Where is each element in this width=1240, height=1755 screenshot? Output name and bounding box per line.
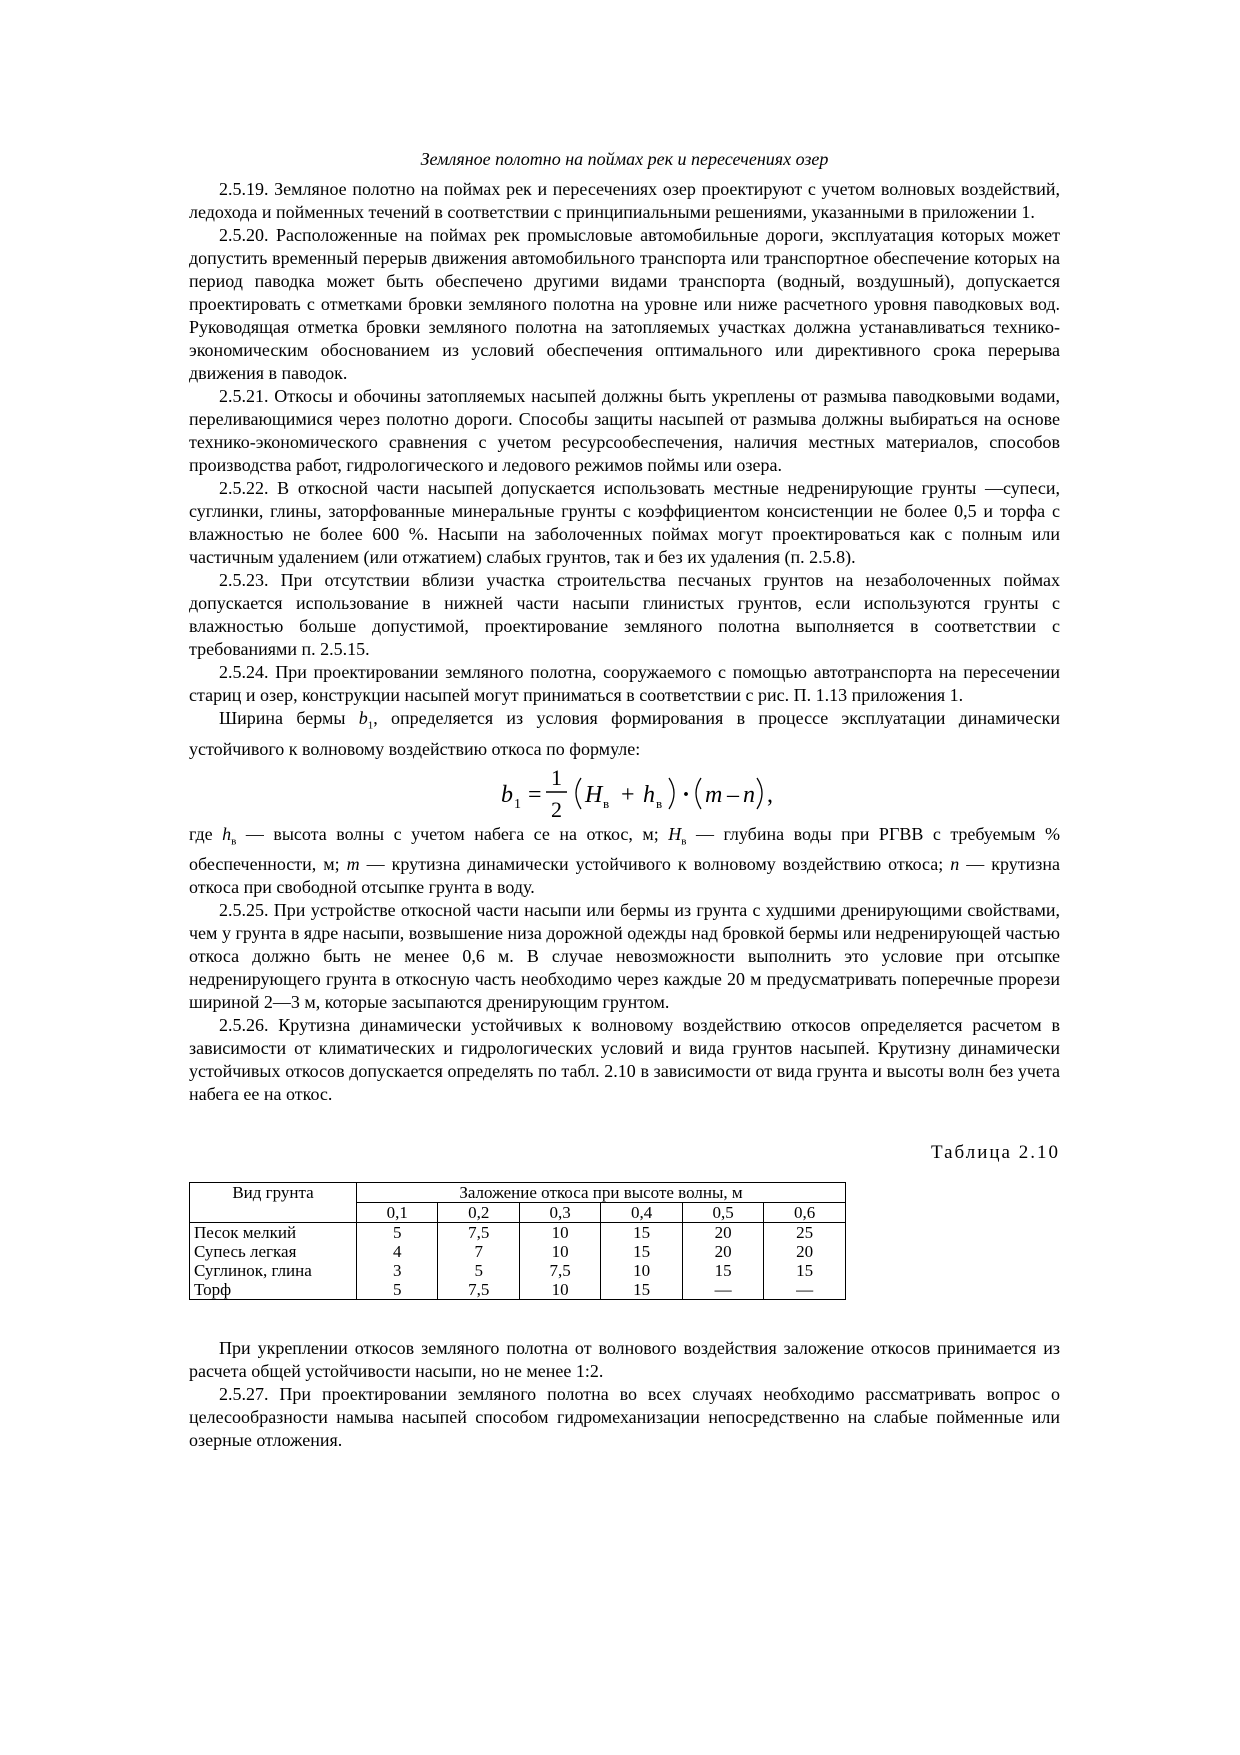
formula-paren-close-1 xyxy=(669,778,674,809)
paragraph-2-5-24: 2.5.24. При проектировании земляного полотна, сооружаемого с помощью автотранспорта на пересечении стариц и озер, конструкции насыпей могут приниматься в соответствии с рис. П. 1.13 приложения 1. xyxy=(189,662,1060,705)
where-var-h: h xyxy=(222,823,232,844)
value-cell: 7,5 xyxy=(438,1223,519,1243)
where-text-4: — крутизна динамически устойчивого к волновому воздействию откоса; xyxy=(359,854,951,875)
value-cell: 7,5 xyxy=(438,1280,519,1300)
value-cell: 5 xyxy=(357,1223,438,1243)
value-cell: 15 xyxy=(601,1223,682,1243)
paragraph-2-5-22: 2.5.22. В откосной части насыпей допускается использовать местные недренирующие грунты —супеси, суглинки, глины, заторфованные минеральные грунты с коэффициентом консистенции не более 0,5 и торфа с влажностью не более 600 %. Насыпи на заболоченных поймах могут проектироваться как с полным или частичным удалением (или отжатием) слабых грунтов, так и без их удаления (п. 2.5.8). xyxy=(189,478,1060,567)
value-cell: 20 xyxy=(682,1242,763,1261)
value-cell: 20 xyxy=(682,1223,763,1243)
where-var-n: n xyxy=(950,854,960,875)
section-heading: Земляное полотно на поймах рек и пересечениях озер xyxy=(420,149,829,169)
value-cell: 10 xyxy=(519,1242,600,1261)
berm-text-a: Ширина бермы xyxy=(219,708,359,728)
value-cell: 5 xyxy=(357,1280,438,1300)
header-wave-height: 0,2 xyxy=(438,1203,519,1223)
table-row xyxy=(190,1280,846,1300)
formula-equals: = xyxy=(528,781,542,808)
formula-paren-open-1 xyxy=(576,778,581,809)
formula-dot: · xyxy=(682,781,691,808)
table-row xyxy=(190,1261,846,1280)
header-wave-height: 0,6 xyxy=(764,1203,846,1223)
value-cell: — xyxy=(682,1280,763,1300)
formula-H-subscript: в xyxy=(603,795,610,811)
paragraph-after-table: При укреплении откосов земляного полотна от волнового воздействия заложение откосов принимается из расчета общей устойчивости насыпи, но не менее 1:2. xyxy=(189,1338,1060,1382)
slope-table xyxy=(189,1182,846,1300)
header-soil-type: Вид грунта xyxy=(190,1183,357,1223)
where-var-H: H xyxy=(668,823,682,844)
where-var-h-subscript: в xyxy=(231,835,237,848)
soil-name-cell: Суглинок, глина xyxy=(190,1261,357,1280)
formula-comma: , xyxy=(767,781,773,808)
berm-formula xyxy=(189,761,1060,823)
paragraph-2-5-25: 2.5.25. При устройстве откосной части насыпи или бермы из грунта с худшими дренирующими свойствами, чем у грунта в ядре насыпи, возвышение низа дорожной одежды над бровкой бермы или недренирующей частью откоса должно быть не менее 0,6 м. В случае невозможности выполнить это условие при отсыпке недренирующего грунта в откосную часть необходимо через каждые 20 м предусматривать поперечные прорези шириной 2—3 м, которые засыпаются дренирующим грунтом. xyxy=(189,900,1060,1013)
header-slope-group: Заложение откоса при высоте волны, м xyxy=(357,1183,846,1203)
value-cell: 15 xyxy=(601,1242,682,1261)
value-cell: 15 xyxy=(764,1261,846,1280)
table-header-row xyxy=(190,1183,846,1203)
paragraph-2-5-19: 2.5.19. Земляное полотно на поймах рек и пересечениях озер проектируют с учетом волновых воздействий, ледохода и пойменных течений в соответствии с принципиальными решениями, указанными в приложении 1. xyxy=(189,179,1060,222)
value-cell: 10 xyxy=(601,1261,682,1280)
header-wave-height: 0,1 xyxy=(357,1203,438,1223)
berm-text-b: , определяется из условия формирования в процессе эксплуатации динамически устойчивого к волновому воздействию откоса по формуле: xyxy=(189,708,1061,759)
formula-lhs: b xyxy=(501,781,513,808)
where-var-m: m xyxy=(346,854,360,875)
formula-lhs-subscript: 1 xyxy=(514,796,521,812)
soil-name-cell: Песок мелкий xyxy=(190,1223,357,1243)
where-text-1: где xyxy=(189,823,223,844)
formula-m: m xyxy=(705,781,723,808)
berm-variable-subscript: 1 xyxy=(367,719,374,732)
formula-paren-close-2 xyxy=(757,778,762,809)
header-wave-height: 0,4 xyxy=(601,1203,682,1223)
paragraph-2-5-21: 2.5.21. Откосы и обочины затопляемых насыпей должны быть укреплены от размыва паводковыми водами, переливающимися через полотно дороги. Способы защиты насыпей от размыва должны выбираться на основе технико-экономического сравнения с учетом ресурсообеспечения, наличия местных материалов, способов производства работ, гидрологического и ледового режимов поймы или озера. xyxy=(189,386,1060,475)
formula-h-subscript: в xyxy=(656,795,663,811)
formula-n: n xyxy=(743,781,755,808)
value-cell: 4 xyxy=(357,1242,438,1261)
paragraph-2-5-26: 2.5.26. Крутизна динамически устойчивых к волновому воздействию откосов определяется расчетом в зависимости от климатических и гидрологических условий и вида грунтов насыпей. Крутизну динамически устойчивых откосов допускается определять по табл. 2.10 в зависимости от вида грунта и высоты волн без учета набега ее на откос. xyxy=(189,1015,1060,1105)
table-row xyxy=(190,1242,846,1261)
value-cell: 25 xyxy=(764,1223,846,1243)
where-var-H-subscript: в xyxy=(681,835,687,848)
paragraph-berm-width xyxy=(189,707,1060,761)
document-page xyxy=(189,148,1060,1452)
paragraph-2-5-27: 2.5.27. При проектировании земляного полотна во всех случаях необходимо рассматривать вопрос о целесообразности намыва насыпей способом гидромеханизации непосредственно на слабые пойменные или озерные отложения. xyxy=(189,1384,1060,1451)
value-cell: 15 xyxy=(601,1280,682,1300)
value-cell: 10 xyxy=(519,1223,600,1243)
formula-plus: + xyxy=(621,781,635,808)
formula-paren-open-2 xyxy=(696,778,701,809)
header-wave-height: 0,5 xyxy=(682,1203,763,1223)
value-cell: 5 xyxy=(438,1261,519,1280)
table-caption: Таблица 2.10 xyxy=(930,1142,1060,1164)
formula-denominator: 2 xyxy=(551,796,562,822)
table-row xyxy=(190,1223,846,1243)
paragraph-2-5-20: 2.5.20. Расположенные на поймах рек промысловые автомобильные дороги, эксплуатация которых может допустить временный перерыв движения автомобильного транспорта или транспортное обеспечение которых на период паводка может быть обеспечено другими видами транспорта (водный, воздушный), допускается проектировать с отметками бровки земляного полотна на уровне или ниже расчетного уровня паводковых вод. Руководящая отметка бровки земляного полотна на затопляемых участках должна устанавливаться технико-экономическим обоснованием из условий обеспечения оптимального или директивного срока перерыва движения в паводок. xyxy=(189,225,1060,383)
formula-H: H xyxy=(585,781,603,808)
value-cell: 10 xyxy=(519,1280,600,1300)
value-cell: 20 xyxy=(764,1242,846,1261)
berm-variable: b xyxy=(358,708,368,728)
value-cell: — xyxy=(764,1280,846,1300)
paragraph-where xyxy=(189,823,1060,900)
formula-minus: – xyxy=(727,781,739,808)
berm-formula-svg xyxy=(189,761,1060,823)
soil-name-cell: Торф xyxy=(190,1280,357,1300)
where-text-3: — глубина воды при РГВВ с требуемым % обеспеченности, м; xyxy=(189,823,1061,875)
value-cell: 7,5 xyxy=(519,1261,600,1280)
value-cell: 15 xyxy=(682,1261,763,1280)
header-wave-height: 0,3 xyxy=(519,1203,600,1223)
paragraph-2-5-23: 2.5.23. При отсутствии вблизи участка строительства песчаных грунтов на незаболоченных поймах допускается использование в нижней части насыпи глинистых грунтов, если используются грунты с влажностью больше допустимой, проектирование земляного полотна выполняется в соответствии с требованиями п. 2.5.15. xyxy=(189,570,1060,659)
formula-h: h xyxy=(643,781,655,808)
where-text-5: — крутизна откоса при свободной отсыпке грунта в воду. xyxy=(189,854,1060,898)
value-cell: 7 xyxy=(438,1242,519,1261)
soil-name-cell: Супесь легкая xyxy=(190,1242,357,1261)
formula-numerator: 1 xyxy=(551,764,562,790)
where-text-2: — высота волны с учетом набега се на откос, м; xyxy=(236,823,669,844)
value-cell: 3 xyxy=(357,1261,438,1280)
